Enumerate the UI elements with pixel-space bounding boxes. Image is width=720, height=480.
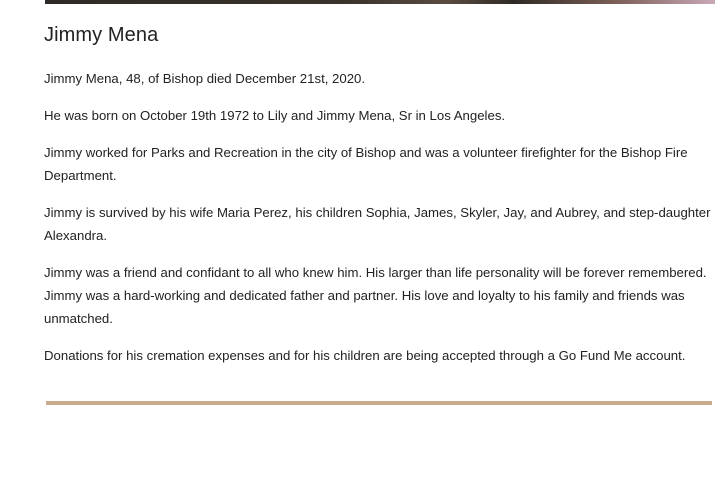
obituary-article <box>44 24 712 381</box>
obituary-paragraph-survivors: Jimmy is survived by his wife Maria Perez, his children Sophia, James, Skyler, Jay, and Aubrey, and step-daughter Alexandra. <box>44 205 711 243</box>
obituary-paragraph-birth: He was born on October 19th 1972 to Lily and Jimmy Mena, Sr in Los Angeles. <box>44 108 506 123</box>
obituary-paragraph-death: Jimmy Mena, 48, of Bishop died December 21st, 2020. <box>44 71 366 86</box>
top-banner-image <box>45 0 715 4</box>
bottom-divider <box>46 401 712 405</box>
obituary-paragraph-donations: Donations for his cremation expenses and for his children are being accepted through a Go Fund Me account. <box>44 348 686 363</box>
obituary-paragraph-character: Jimmy was a friend and confidant to all who knew him. His larger than life personality will be forever remembered. Jimmy was a hard-working and dedicated father and partner. His love and loyalty to his family and friends was unmatched. <box>44 265 707 326</box>
obituary-title: Jimmy Mena <box>44 24 159 46</box>
obituary-paragraph-work: Jimmy worked for Parks and Recreation in the city of Bishop and was a volunteer firefighter for the Bishop Fire Department. <box>44 145 688 183</box>
